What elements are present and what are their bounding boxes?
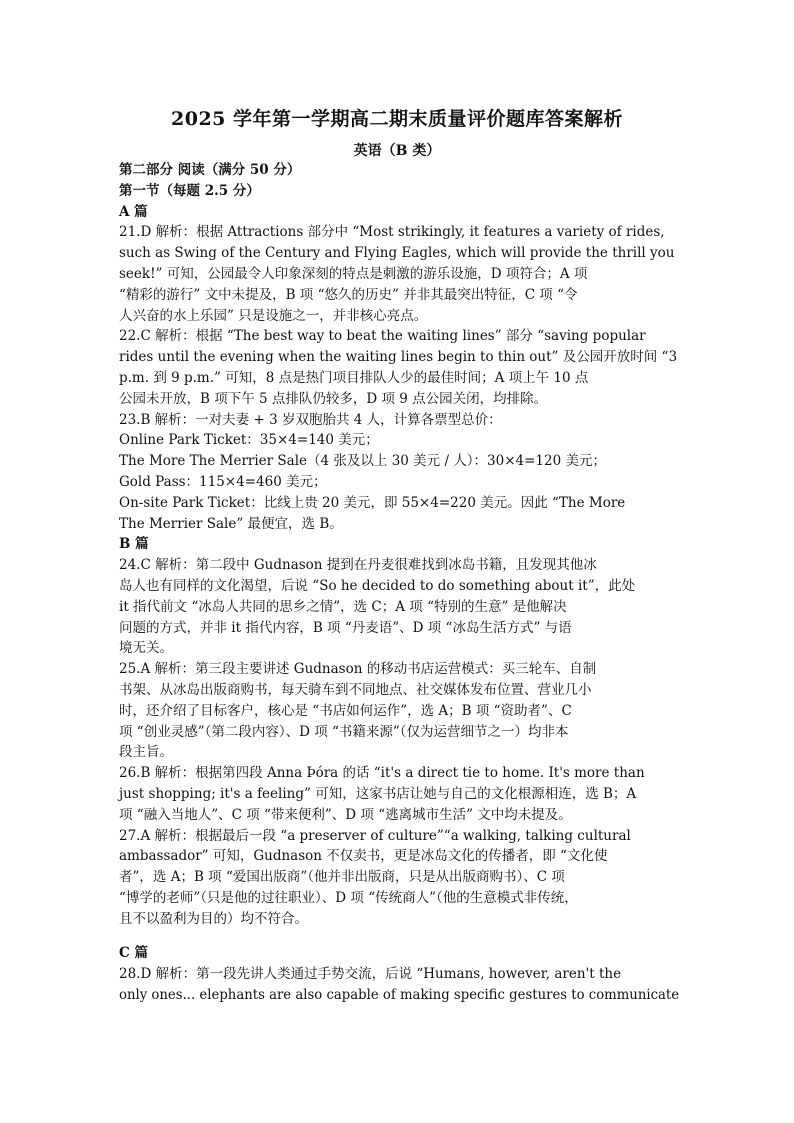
answer-line: 问题的方式，并非 it 指代内容，B 项 “丹麦语”、D 项 “冰岛生活方式” 与语 [119,619,572,636]
answer-line: only ones... elephants are also capable of making specific gestures to communicate [119,987,680,1004]
answer-25 [119,659,679,763]
passage-b-heading: B 篇 [119,536,149,553]
passage-c-heading: C 篇 [119,945,148,962]
answer-line: 23.B 解析：一对夫妻 + 3 岁双胞胎共 4 人，计算各票型总价： [119,411,502,428]
answer-line: 者”，选 A；B 项 “爱国出版商”（他并非出版商，只是从出版商购书）、C 项 [119,869,565,886]
document-body [119,160,679,1006]
part-heading: 第二部分 阅读（满分 50 分） [119,162,301,178]
answer-line: 25.A 解析：第三段主要讲述 Gudnason 的移动书店运营模式：买三轮车、自制 [119,661,597,678]
answer-21 [119,222,679,326]
answer-27 [119,826,679,930]
answer-23 [119,410,679,535]
answer-line: 21.D 解析：根据 Attractions 部分中 “Most strikingly, it features a variety of rides, [119,224,665,241]
answer-line: 公园未开放，B 项下午 5 点排队仍较多，D 项 9 点公园关闭，均排除。 [119,390,548,407]
answer-line: “博学的老师”（只是他的过往职业）、D 项 “传统商人”（他的生意模式非传统， [119,889,578,906]
answer-line: ambassador” 可知，Gudnason 不仅卖书，更是冰岛文化的传播者，即 “文化使 [119,848,608,865]
answer-line: seek!” 可知，公园最令人印象深刻的特点是刺激的游乐设施，D 项符合；A 项 [119,265,588,282]
answer-line: such as Swing of the Century and Flying Eagles, which will provide the thrill you [119,245,675,262]
answer-line: 人兴奋的水上乐园” 只是设施之一，并非核心亮点。 [119,307,428,324]
answer-line: 岛人也有同样的文化渴望，后说 “So he decided to do something about it”，此处 [119,577,636,594]
answer-line: The More The Merrier Sale（4 张及以上 30 美元 / 人）：30×4=120 美元； [119,453,606,470]
answer-line: 书架、从冰岛出版商购书，每天骑车到不同地点、社交媒体发布位置、营业几小 [119,681,592,698]
answer-line: rides until the evening when the waiting lines begin to thin out” 及公园开放时间 “3 [119,349,678,366]
section-heading: 第一节（每题 2.5 分） [119,182,260,199]
answer-22 [119,326,679,409]
answer-line: it 指代前文 “冰岛人共同的思乡之情”，选 C；A 项 “特别的生意” 是他解决 [119,598,567,615]
answer-line: 27.A 解析：根据最后一段 “a preserver of culture”“a walking, talking cultural [119,827,631,844]
answer-line: just shopping; it's a feeling” 可知，这家书店让她与自己的文化根源相连，选 B；A [119,785,637,802]
answer-line: Online Park Ticket：35×4=140 美元； [119,432,379,449]
section-gap [119,929,679,943]
page-title: 2025 学年第一学期高二期末质量评价题库答案解析 [171,108,623,130]
answer-26 [119,763,679,825]
answer-line: 项 “创业灵感”（第二段内容）、D 项 “书籍来源”（仅为运营细节之一）均非本 [119,723,569,740]
answer-line: On-site Park Ticket：比线上贵 20 美元，即 55×4=220 美元。因此 “The More [119,494,626,511]
answer-line: 24.C 解析：第二段中 Gudnason 提到在丹麦很难找到冰岛书籍，且发现其他冰 [119,557,597,574]
answer-line: p.m. 到 9 p.m.” 可知，8 点是热门项目排队人少的最佳时间；A 项上午 10 点 [119,369,589,386]
answer-line: 且不以盈利为目的）均不符合。 [119,910,308,927]
answer-line: 项 “融入当地人”、C 项 “带来便利”、D 项 “逃离城市生活” 文中均未提及。 [119,806,572,823]
answer-24 [119,555,679,659]
answer-line: 22.C 解析：根据 “The best way to beat the waiting lines” 部分 “saving popular [119,328,646,345]
answer-line: 时，还介绍了目标客户，核心是 “书店如何运作”，选 A；B 项 “资助者”、C [119,702,572,719]
answer-line: 境无关。 [119,640,173,657]
page-subtitle: 英语（B 类） [353,143,441,159]
answer-28 [119,964,679,1006]
answer-line: The Merrier Sale” 最便宜，选 B。 [119,515,343,532]
answer-line: 28.D 解析：第一段先讲人类通过手势交流，后说 “Humans, however, aren't the [119,966,622,983]
answer-line: “精彩的游行” 文中未提及，B 项 “悠久的历史” 并非其最突出特征，C 项 “令 [119,286,578,303]
answer-line: 26.B 解析：根据第四段 Anna Þóra 的话 “it's a direct tie to home. It's more than [119,765,645,782]
answer-line: 段主旨。 [119,744,173,761]
passage-a-heading: A 篇 [119,203,148,220]
answer-line: Gold Pass：115×4=460 美元； [119,473,327,490]
